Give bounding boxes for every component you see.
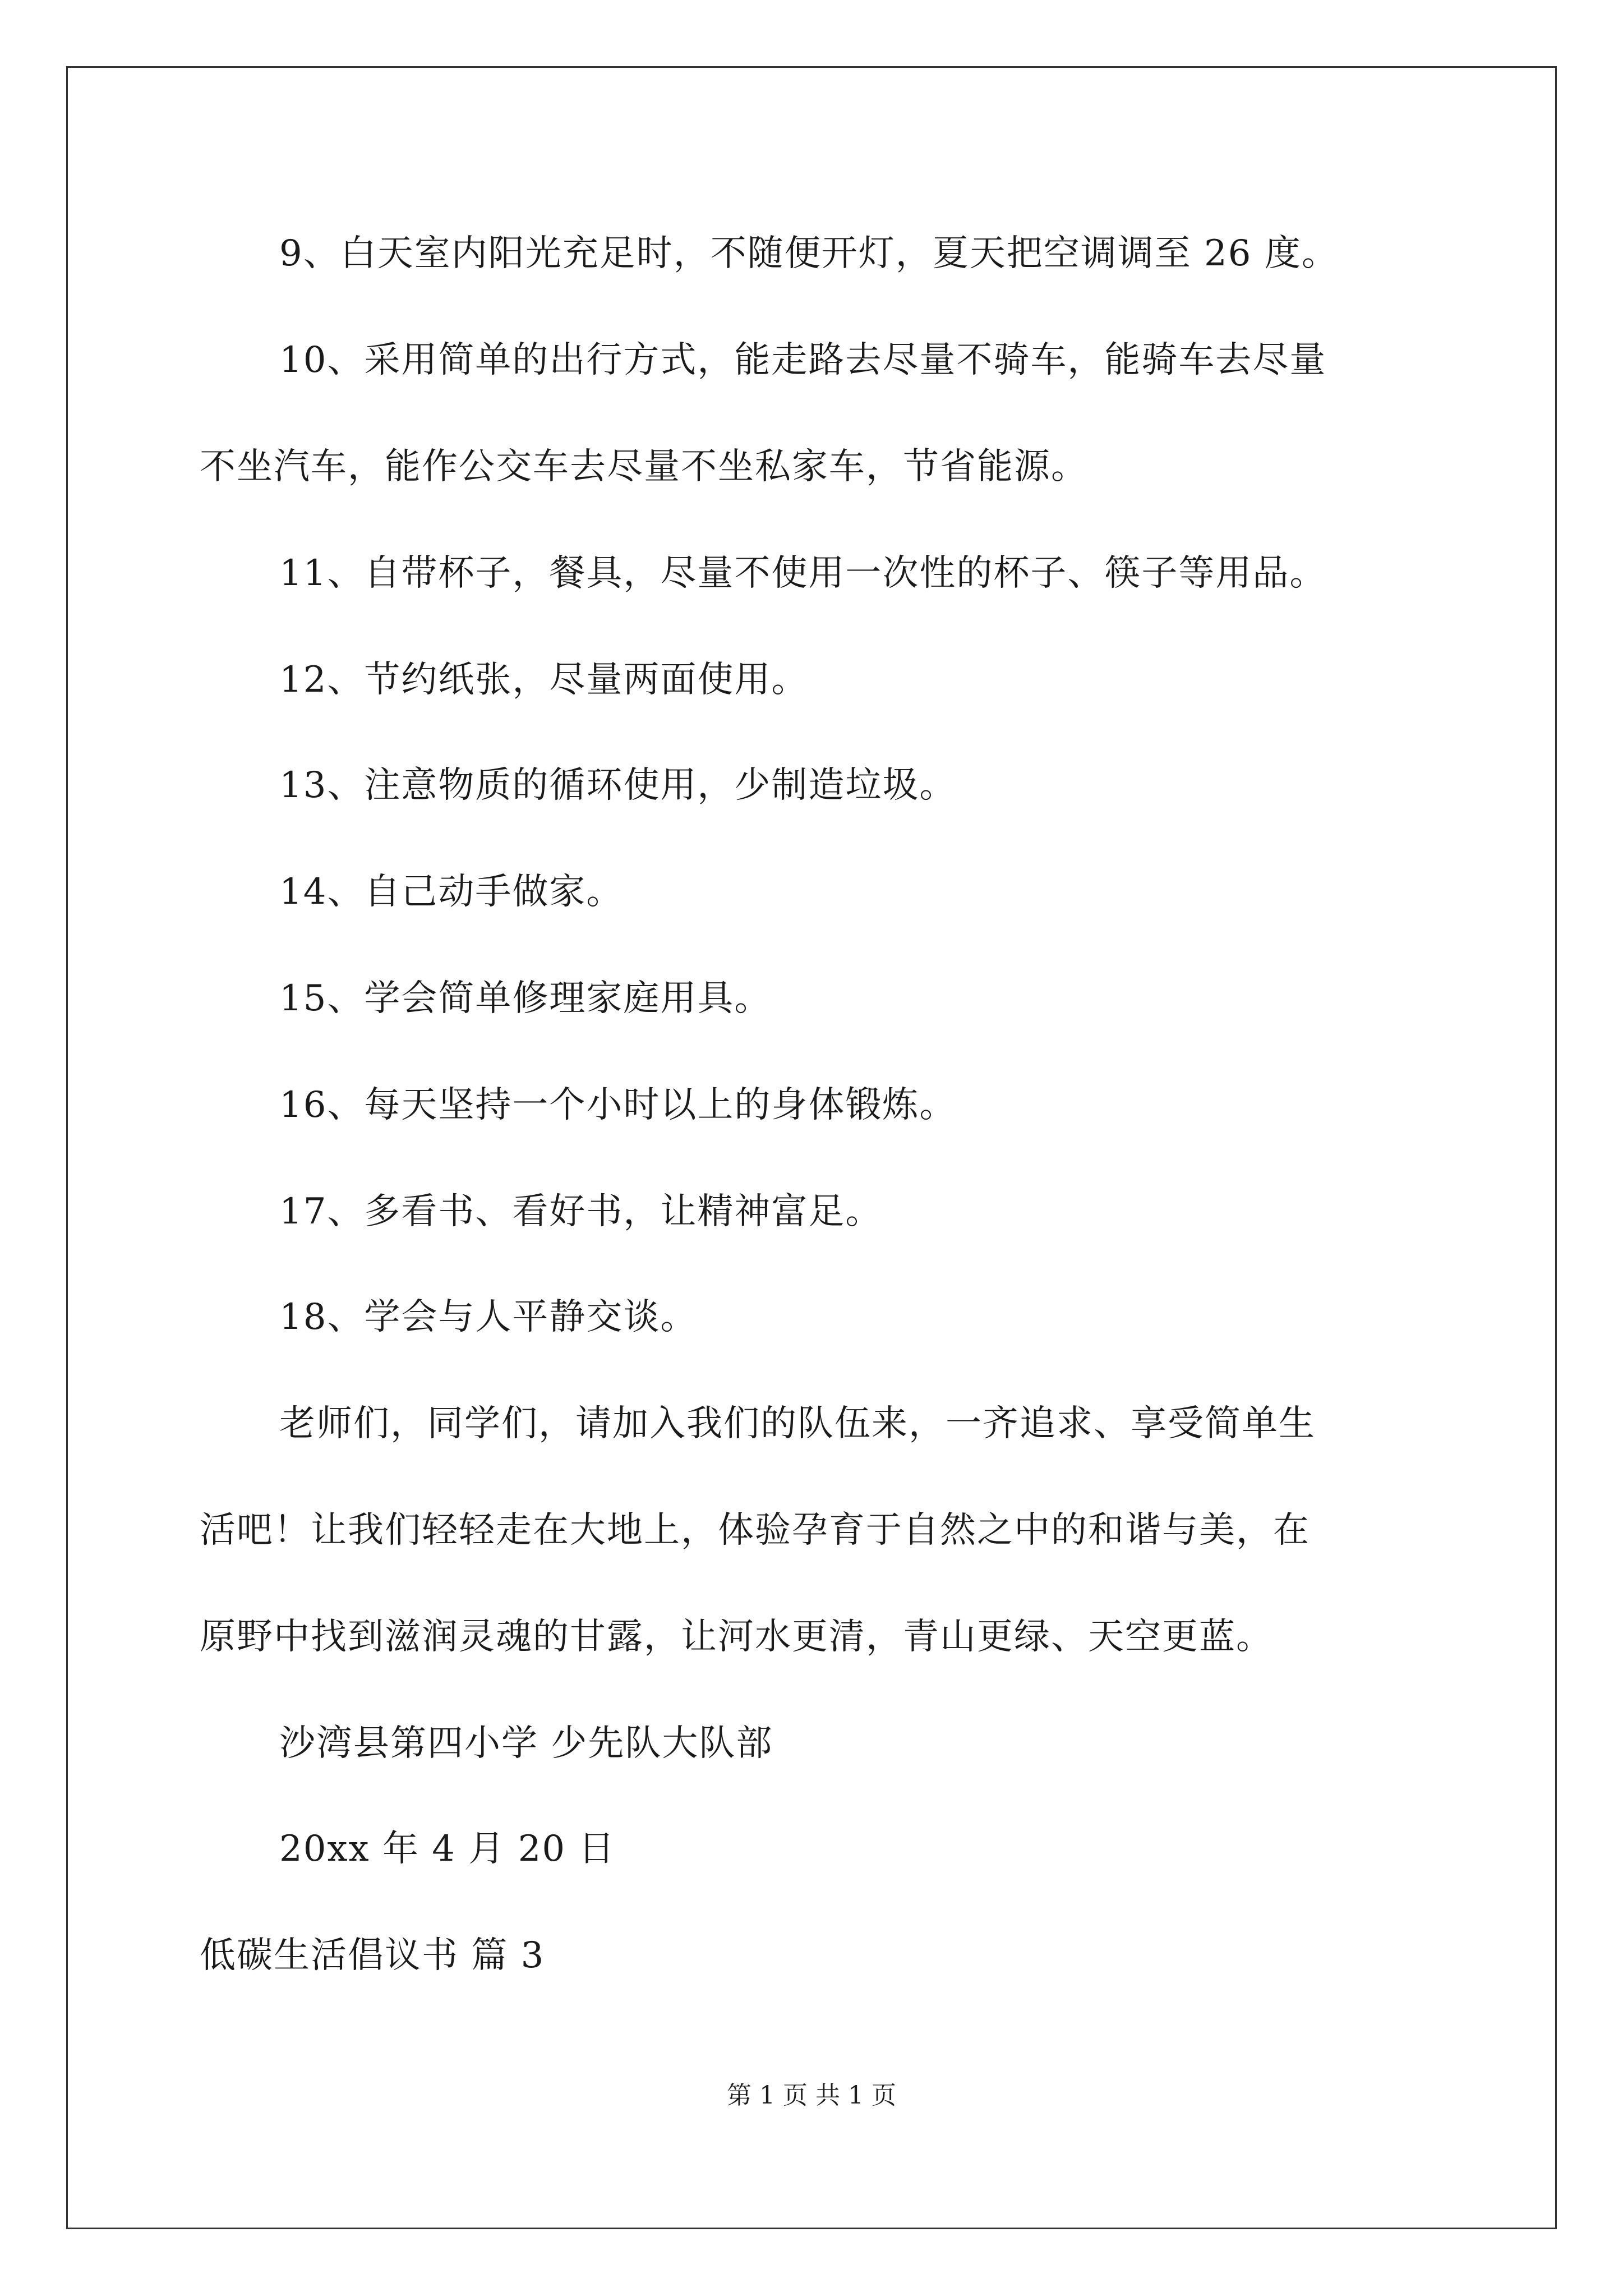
text-line: 17、多看书、看好书，让精神富足。 [279,1191,883,1232]
page-footer: 第 1 页 共 1 页 [727,2081,896,2110]
text-line: 11、自带杯子，餐具，尽量不使用一次性的杯子、筷子等用品。 [279,553,1327,594]
text-line: 老师们，同学们，请加入我们的队伍来，一齐追求、享受简单生 [279,1403,1316,1444]
text-line: 原野中找到滋润灵魂的甘露，让河水更清，青山更绿、天空更蓝。 [200,1616,1273,1658]
text-line: 活吧！让我们轻轻走在大地上，体验孕育于自然之中的和谐与美，在 [200,1510,1310,1551]
text-line: 低碳生活倡议书 篇 3 [200,1935,545,1976]
text-line: 沙湾县第四小学 少先队大队部 [279,1723,773,1764]
text-line: 12、节约纸张，尽量两面使用。 [279,659,809,701]
text-line: 9、白天室内阳光充足时，不随便开灯，夏天把空调调至 26 度。 [279,233,1339,274]
text-line: 15、学会简单修理家庭用具。 [279,978,772,1019]
text-line: 10、采用简单的出行方式，能走路去尽量不骑车，能骑车去尽量 [279,339,1327,381]
text-line: 20xx 年 4 月 20 日 [279,1828,616,1870]
text-line: 不坐汽车，能作公交车去尽量不坐私家车，节省能源。 [200,446,1088,487]
text-line: 18、学会与人平静交谈。 [279,1296,698,1338]
text-line: 14、自己动手做家。 [279,871,624,913]
text-line: 16、每天坚持一个小时以上的身体锻炼。 [279,1084,957,1126]
text-line: 13、注意物质的循环使用，少制造垃圾。 [279,765,957,806]
page-frame [66,66,1557,2229]
